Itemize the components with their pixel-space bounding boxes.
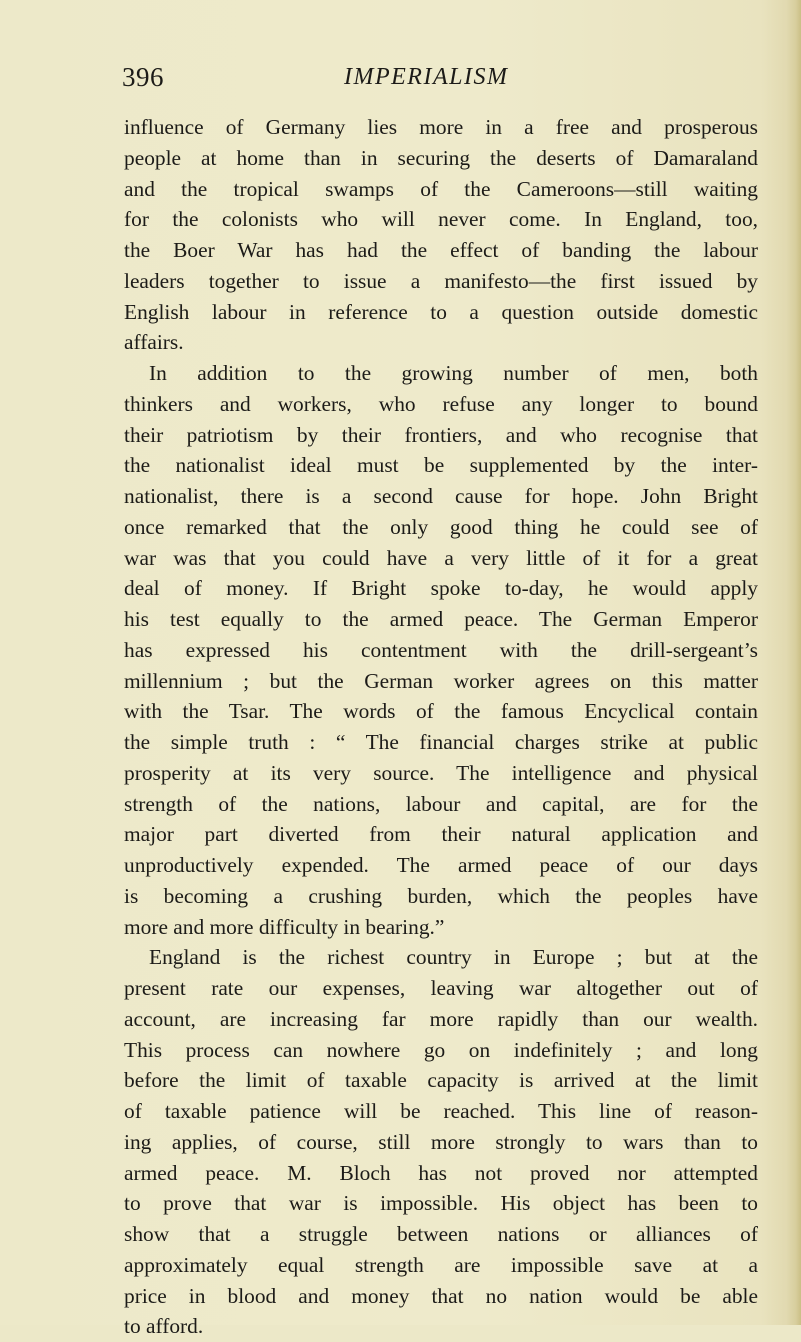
text-line: In addition to the growing number of men, both: [149, 361, 758, 385]
text-line: account, are increasing far more rapidly than our wealth.: [124, 1006, 758, 1031]
text-line: millennium ; but the German worker agrees on this matter: [124, 668, 758, 693]
text-line: affairs.: [124, 330, 184, 355]
text-line: leaders together to issue a manifesto—the first issued by: [124, 268, 758, 293]
text-line: unproductively expended. The armed peace of our days: [124, 853, 758, 877]
text-line: his test equally to the armed peace. The German Emperor: [124, 607, 758, 631]
text-line: the simple truth : “ The financial charges strike at public: [124, 730, 758, 754]
text-line: of taxable patience will be reached. This line of reason-: [124, 1099, 758, 1123]
text-line: influence of Germany lies more in a free and prosperous: [124, 115, 758, 139]
text-line: with the Tsar. The words of the famous Encyclical contain: [124, 699, 758, 724]
text-line: war was that you could have a very little of it for a great: [124, 545, 758, 570]
text-line: England is the richest country in Europe ; but at the: [149, 945, 758, 970]
text-line: nationalist, there is a second cause for hope. John Bright: [124, 484, 758, 508]
text-line: English labour in reference to a question outside domestic: [124, 299, 758, 324]
text-line: price in blood and money that no nation would be able: [124, 1283, 758, 1308]
text-line: This process can nowhere go on indefinitely ; and long: [124, 1037, 758, 1062]
text-line: armed peace. M. Bloch has not proved nor attempted: [124, 1160, 758, 1185]
body-text: [124, 112, 758, 1342]
text-line: the Boer War has had the effect of banding the labour: [124, 238, 758, 262]
text-line: to prove that war is impossible. His object has been to: [124, 1191, 758, 1216]
page-edge-shadow: [787, 0, 801, 1325]
text-line: and the tropical swamps of the Cameroons—still waiting: [124, 176, 758, 201]
text-line: before the limit of taxable capacity is arrived at the limit: [124, 1068, 758, 1093]
text-line: people at home than in securing the deserts of Damaraland: [124, 145, 758, 170]
text-line: major part diverted from their natural application and: [124, 822, 758, 847]
text-line: approximately equal strength are impossible save at a: [124, 1252, 758, 1277]
text-line: strength of the nations, labour and capital, are for the: [124, 791, 758, 816]
text-line: has expressed his contentment with the drill-sergeant’s: [124, 637, 758, 662]
text-line: is becoming a crushing burden, which the peoples have: [124, 883, 758, 908]
text-line: deal of money. If Bright spoke to-day, he would apply: [124, 576, 758, 601]
text-line: to afford.: [124, 1314, 204, 1339]
running-head: [122, 60, 762, 94]
text-line: once remarked that the only good thing he could see of: [124, 514, 758, 539]
page-number: 396: [122, 62, 164, 92]
running-title: IMPERIALISM: [344, 64, 509, 90]
text-line: ing applies, of course, still more strongly to wars than to: [124, 1129, 758, 1154]
text-line: present rate our expenses, leaving war altogether out of: [124, 976, 758, 1000]
text-line: thinkers and workers, who refuse any longer to bound: [124, 391, 758, 416]
text-line: for the colonists who will never come. In England, too,: [124, 207, 758, 232]
text-line: prosperity at its very source. The intelligence and physical: [124, 760, 758, 785]
text-line: their patriotism by their frontiers, and who recognise that: [124, 422, 758, 447]
text-line: the nationalist ideal must be supplemented by the inter-: [124, 453, 758, 478]
text-line: more and more difficulty in bearing.”: [124, 914, 445, 939]
text-line: show that a struggle between nations or alliances of: [124, 1222, 758, 1246]
